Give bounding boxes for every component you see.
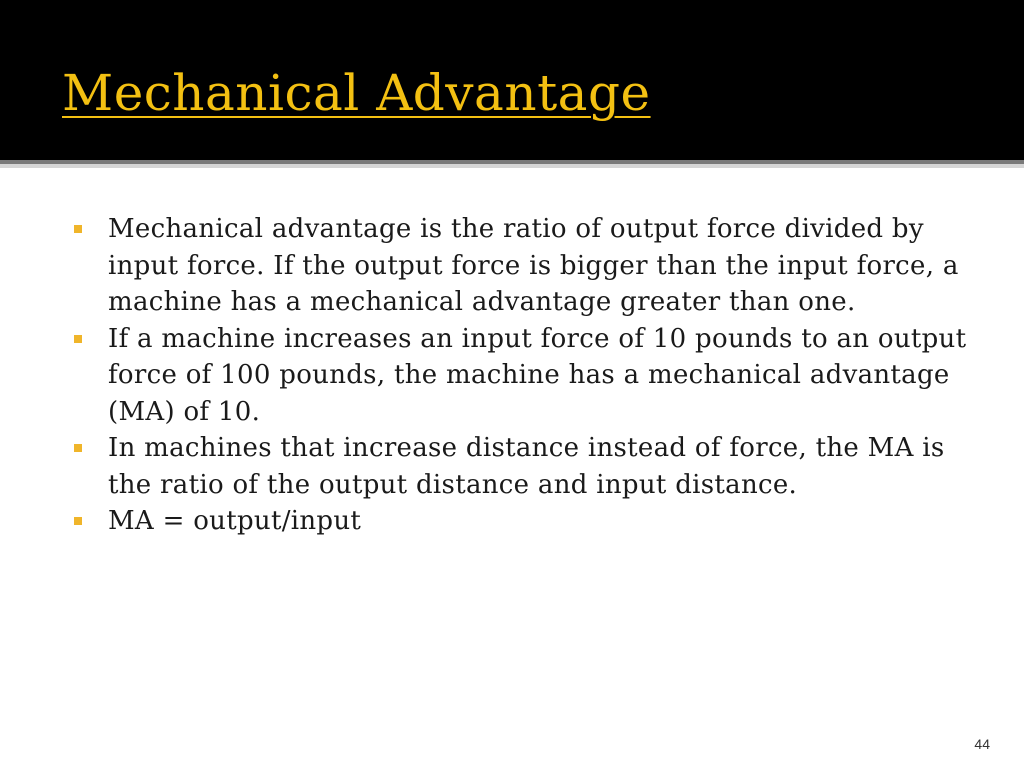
- square-bullet-icon: [74, 335, 82, 343]
- bullet-item: [74, 430, 974, 503]
- square-bullet-icon: [74, 517, 82, 525]
- bullet-text: If a machine increases an input force of 10 pounds to an output force of 100 pounds, the machine has a mechanical advantage (MA) of 10.: [108, 323, 967, 427]
- bullet-text: MA = output/input: [108, 506, 362, 536]
- bullet-item: [74, 503, 974, 540]
- bullet-text: In machines that increase distance instead of force, the MA is the ratio of the output distance and input distance.: [108, 433, 945, 500]
- title-bar: [0, 0, 1024, 160]
- square-bullet-icon: [74, 444, 82, 452]
- bullet-list: [74, 211, 974, 540]
- slide-title: Mechanical Advantage: [62, 64, 651, 122]
- bullet-item: [74, 321, 974, 431]
- title-divider-light: [0, 164, 1024, 168]
- bullet-item: [74, 211, 974, 321]
- square-bullet-icon: [74, 225, 82, 233]
- bullet-text: Mechanical advantage is the ratio of output force divided by input force. If the output force is bigger than the input force, a machine has a mechanical advantage greater than one.: [108, 214, 959, 317]
- page-number: 44: [974, 736, 990, 752]
